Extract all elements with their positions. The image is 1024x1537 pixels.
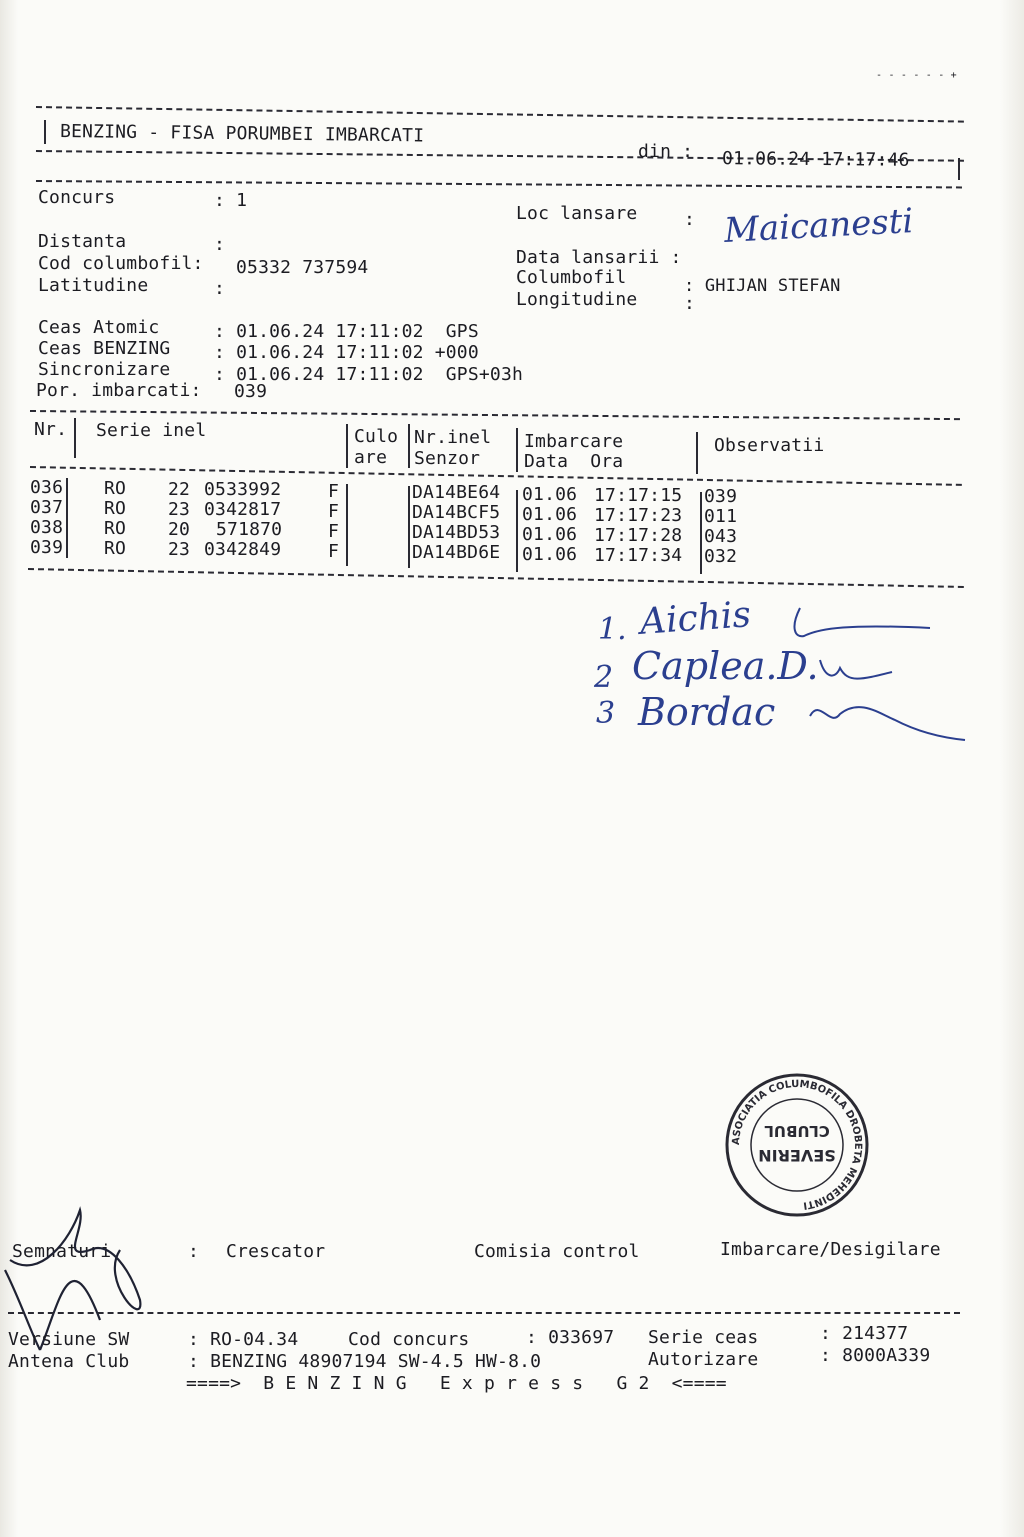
cell-nr: 037	[30, 497, 64, 518]
cell-sex: F	[328, 501, 340, 523]
longitudine-colon: :	[684, 293, 696, 314]
cell-sex: F	[328, 521, 340, 543]
din-label: din :	[638, 141, 694, 162]
cell-observatii: 039	[704, 486, 738, 508]
loc-lansare-label: Loc lansare	[516, 203, 638, 224]
club-stamp	[724, 1072, 870, 1218]
footer-rule	[8, 1312, 960, 1314]
col-header-imbarcare: Imbarcare	[524, 431, 624, 452]
cell-observatii: 043	[704, 526, 738, 548]
cell-year: 23	[168, 498, 191, 520]
cell-year: 22	[168, 478, 191, 500]
serie-ceas-label: Serie ceas	[648, 1327, 759, 1348]
cell-country: RO	[104, 538, 127, 560]
autorizare-label: Autorizare	[648, 1349, 759, 1370]
antena-club-label: Antena Club	[8, 1351, 130, 1372]
hand-item-3-num: 3	[596, 696, 616, 731]
antena-club-value: : BENZING 48907194 SW-4.5 HW-8.0	[188, 1351, 542, 1372]
cell-date: 01.06	[522, 483, 578, 505]
columbofil-label: Columbofil	[516, 267, 627, 288]
hand-item-2-name: Caplea.D.	[632, 644, 819, 688]
col-header-culoare: are	[354, 447, 388, 468]
cell-year: 20	[168, 518, 191, 540]
hand-item-2-num: 2	[594, 660, 614, 695]
cell-date: 01.06	[522, 503, 578, 525]
cod-columbofil-label: Cod columbofil:	[38, 253, 204, 274]
cell-time: 17:17:28	[594, 524, 683, 546]
loc-lansare-handwritten: Maicanesti	[723, 201, 915, 251]
stamp-inner-top: SEVERIN	[758, 1146, 836, 1165]
cell-nr: 038	[30, 517, 64, 538]
imbarcare-label: Imbarcare/Desigilare	[720, 1239, 941, 1260]
autorizare-value: : 8000A339	[820, 1345, 931, 1366]
cod-columbofil-value: 05332 737594	[236, 257, 369, 278]
crescator-label: Crescator	[226, 1241, 326, 1262]
cell-sex: F	[328, 541, 340, 563]
loc-lansare-colon: :	[684, 209, 696, 230]
col-header-observatii: Observatii	[714, 435, 825, 456]
latitudine-label: Latitudine	[38, 275, 149, 296]
cell-sensor: DA14BCF5	[412, 502, 501, 524]
serie-ceas-value: : 214377	[820, 1323, 909, 1344]
corner-mark: - - - - - - +	[876, 70, 957, 81]
cell-sensor: DA14BE64	[412, 482, 501, 504]
col-divider-5	[696, 432, 698, 474]
distanta-label: Distanta	[38, 231, 127, 252]
col-divider-4	[516, 428, 518, 472]
col-header-data-ora: Data Ora	[524, 451, 624, 472]
por-imbarcati-value: 039	[234, 381, 268, 402]
comisia-label: Comisia control	[474, 1241, 640, 1262]
col-header-senzor: Senzor	[414, 448, 481, 469]
cell-date: 01.06	[522, 523, 578, 545]
cell-country: RO	[104, 478, 127, 500]
cell-date: 01.06	[522, 543, 578, 565]
cell-observatii: 011	[704, 506, 738, 528]
latitudine-value: :	[214, 278, 226, 299]
handwritten-scribbles	[760, 588, 970, 748]
versiune-sw-value: : RO-04.34	[188, 1329, 299, 1350]
col-divider-1	[74, 418, 76, 458]
cell-year: 23	[168, 538, 191, 560]
cell-nr: 036	[30, 477, 64, 498]
col-divider-2	[346, 424, 348, 468]
header-right-bar	[958, 158, 960, 180]
din-value: 01.06.24 17:17:46	[721, 148, 910, 171]
versiune-sw-label: Versiune SW	[8, 1329, 130, 1350]
row-divider-nr	[66, 478, 68, 558]
cell-time: 17:17:23	[594, 504, 683, 526]
distanta-value: :	[214, 234, 226, 255]
data-lansarii-label: Data lansarii :	[516, 247, 682, 268]
cod-concurs-label: Cod concurs	[348, 1329, 470, 1350]
col-header-nrinel: Nr.inel	[414, 427, 492, 448]
cell-ring: 571870	[216, 519, 283, 541]
page-title: BENZING - FISA PORUMBEI IMBARCATI	[59, 121, 425, 147]
ceas-benzing-value: : 01.06.24 17:11:02 +000	[214, 342, 479, 363]
ceas-atomic-value: : 01.06.24 17:11:02 GPS	[214, 321, 479, 342]
cell-ring: 0342817	[204, 499, 282, 521]
cell-sensor: DA14BD6E	[412, 542, 501, 564]
cell-observatii: 032	[704, 546, 738, 568]
row-divider-sensor-l	[408, 486, 410, 568]
ceas-atomic-label: Ceas Atomic	[38, 317, 160, 338]
col-header-nr: Nr.	[34, 419, 68, 440]
hand-item-1-name: Aichis	[638, 594, 753, 643]
col-header-serie: Serie inel	[96, 420, 207, 441]
cell-nr: 039	[30, 537, 64, 558]
hand-item-1-num: 1.	[598, 612, 627, 647]
cell-country: RO	[104, 518, 127, 540]
semnaturi-label: Semnaturi	[12, 1241, 112, 1262]
ceas-benzing-label: Ceas BENZING	[38, 338, 171, 359]
por-imbarcati-label: Por. imbarcati:	[36, 380, 202, 401]
concurs-value: : 1	[214, 190, 248, 211]
cell-sex: F	[328, 481, 340, 503]
benzing-banner: ====> B E N Z I N G E x p r e s s G 2 <====	[186, 1373, 727, 1394]
header-left-bar	[44, 120, 46, 144]
stamp-inner-bottom: CLUBUL	[764, 1122, 830, 1140]
cell-time: 17:17:34	[594, 544, 683, 566]
sincronizare-label: Sincronizare	[38, 359, 171, 380]
cell-country: RO	[104, 498, 127, 520]
row-divider-sensor-r	[516, 490, 518, 572]
longitudine-label: Longitudine	[516, 289, 638, 310]
col-divider-3	[408, 424, 410, 468]
row-divider-time	[700, 492, 702, 574]
hand-item-3-name: Bordac	[638, 690, 776, 734]
stamp-outer-text: ASOCIATIA COLUMBOFILA DROBETA MEHEDINTI	[730, 1078, 864, 1211]
semnaturi-colon: :	[188, 1241, 200, 1262]
concurs-label: Concurs	[38, 187, 116, 208]
cell-ring: 0533992	[204, 479, 282, 501]
col-header-culo: Culo	[354, 426, 399, 447]
cell-sensor: DA14BD53	[412, 522, 501, 544]
columbofil-value: : GHIJAN STEFAN	[684, 276, 841, 296]
cell-time: 17:17:15	[594, 484, 683, 506]
cell-ring: 0342849	[204, 539, 282, 561]
row-divider-sex	[346, 484, 348, 566]
cod-concurs-value: : 033697	[526, 1327, 615, 1348]
sincronizare-value: : 01.06.24 17:11:02 GPS+03h	[214, 364, 524, 385]
